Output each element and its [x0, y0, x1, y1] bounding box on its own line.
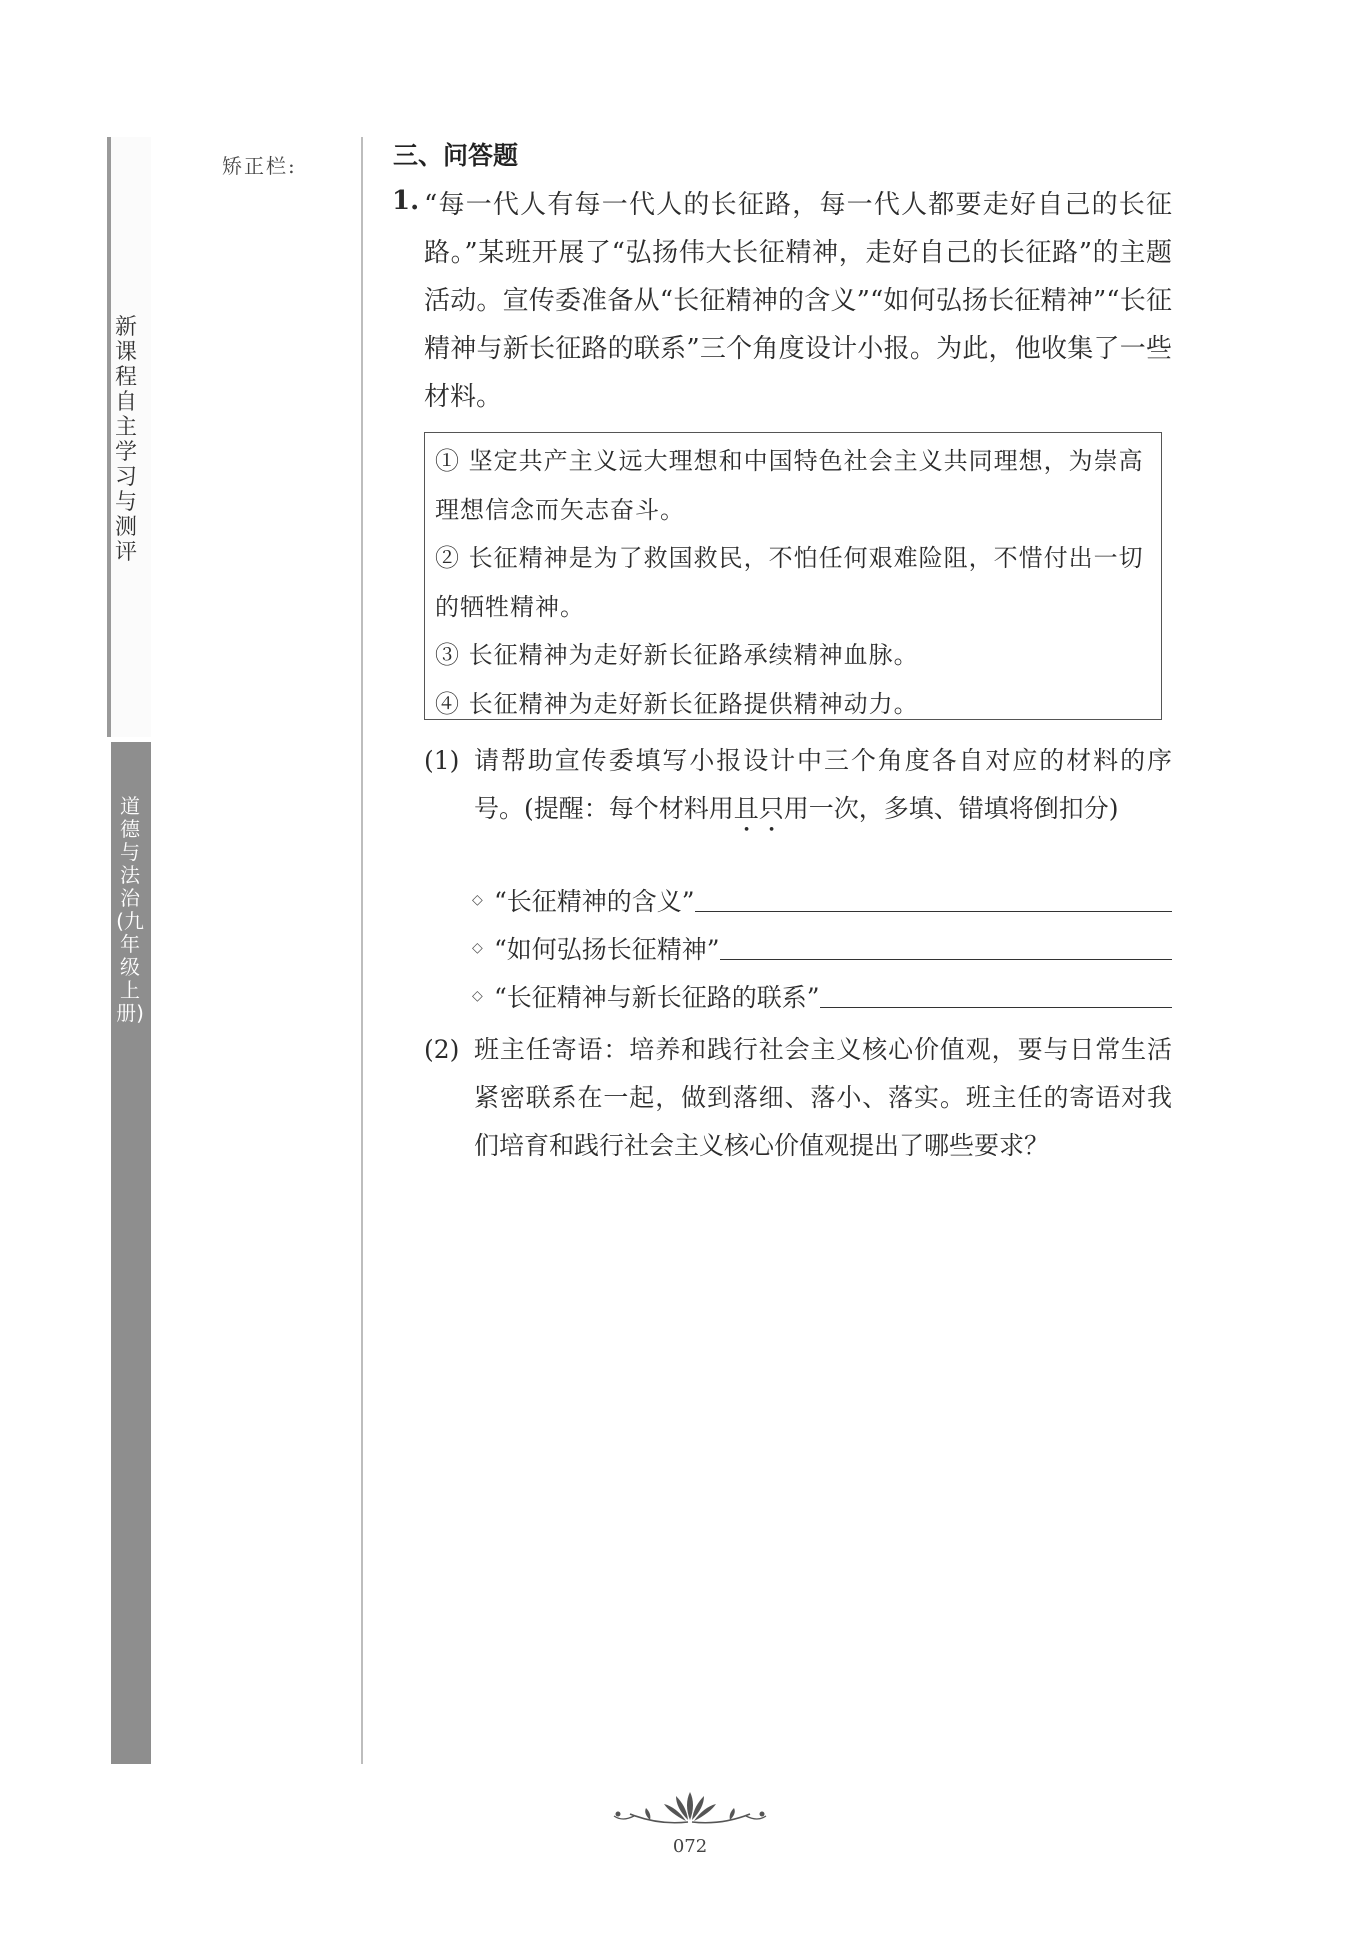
material-item: ③ 长征精神为走好新长征路承续精神血脉。 — [435, 641, 919, 669]
question-stem: “每一代人有每一代人的长征路，每一代人都要走好自己的长征路。”某班开展了“弘扬伟大长征精神，走好自己的长征路”的主题活动。宣传委准备从“长征精神的含义”“如何弘扬长征精神”“长征精神与新长征路的联系”三个角度设计小报。为此，他收集了一些材料。 — [424, 190, 1172, 412]
answer-blank-promote[interactable] — [472, 926, 1172, 966]
sub-question-2 — [424, 1026, 1172, 1170]
sub-question-text-part: 用一次，多填、错填将倒扣分) — [783, 794, 1119, 823]
page-number: 072 — [672, 1836, 708, 1857]
material-item: ② 长征精神是为了救国救民，不怕任何艰难险阻，不惜付出一切的牺牲精神。 — [435, 544, 1144, 621]
material-item: ④ 长征精神为走好新长征路提供精神动力。 — [435, 689, 919, 718]
blank-prompt: “长征精神的含义” — [494, 887, 695, 916]
diamond-bullet-icon: ◇ — [472, 940, 483, 956]
diamond-bullet-icon: ◇ — [472, 892, 483, 908]
answer-blank-connection[interactable] — [472, 974, 1172, 1014]
blank-prompt: “长征精神与新长征路的联系” — [494, 983, 820, 1012]
floral-ornament-icon — [610, 1790, 770, 1830]
diamond-bullet-icon: ◇ — [472, 988, 483, 1004]
sub-question-text-part: 请帮助宣传委填写小报设计中三个角度各自对应的材料的序号。(提醒：每个材料用 — [474, 746, 1172, 823]
answer-underline[interactable] — [820, 1005, 1172, 1008]
section-heading: 三、问答题 — [393, 141, 519, 170]
sub-question-1 — [424, 737, 1172, 838]
blank-prompt: “如何弘扬长征精神” — [494, 935, 720, 964]
sub-question-number: (2) — [424, 1035, 460, 1064]
answer-blank-meaning[interactable] — [472, 878, 1172, 918]
correction-column-label: 矫正栏: — [222, 154, 297, 178]
series-title: 新课程自主学习与测评 — [114, 315, 137, 565]
sub-question-text: 班主任寄语：培养和践行社会主义核心价值观，要与日常生活紧密联系在一起，做到落细、落小、落实。班主任的寄语对我们培育和践行社会主义核心价值观提出了哪些要求？ — [474, 1035, 1172, 1160]
answer-underline[interactable] — [695, 909, 1172, 912]
material-box — [424, 432, 1162, 720]
emphasized-text: 且只 — [733, 794, 784, 823]
material-item: ① 坚定共产主义远大理想和中国特色社会主义共同理想，为崇高理想信念而矢志奋斗。 — [435, 447, 1144, 524]
subject-title: 道德与法治(九年级上册) — [116, 794, 144, 1025]
question-number: 1. — [392, 186, 420, 216]
sub-question-text — [424, 737, 1172, 838]
margin-divider — [361, 137, 363, 1764]
sub-question-number: (1) — [424, 746, 460, 775]
answer-underline[interactable] — [720, 957, 1172, 960]
